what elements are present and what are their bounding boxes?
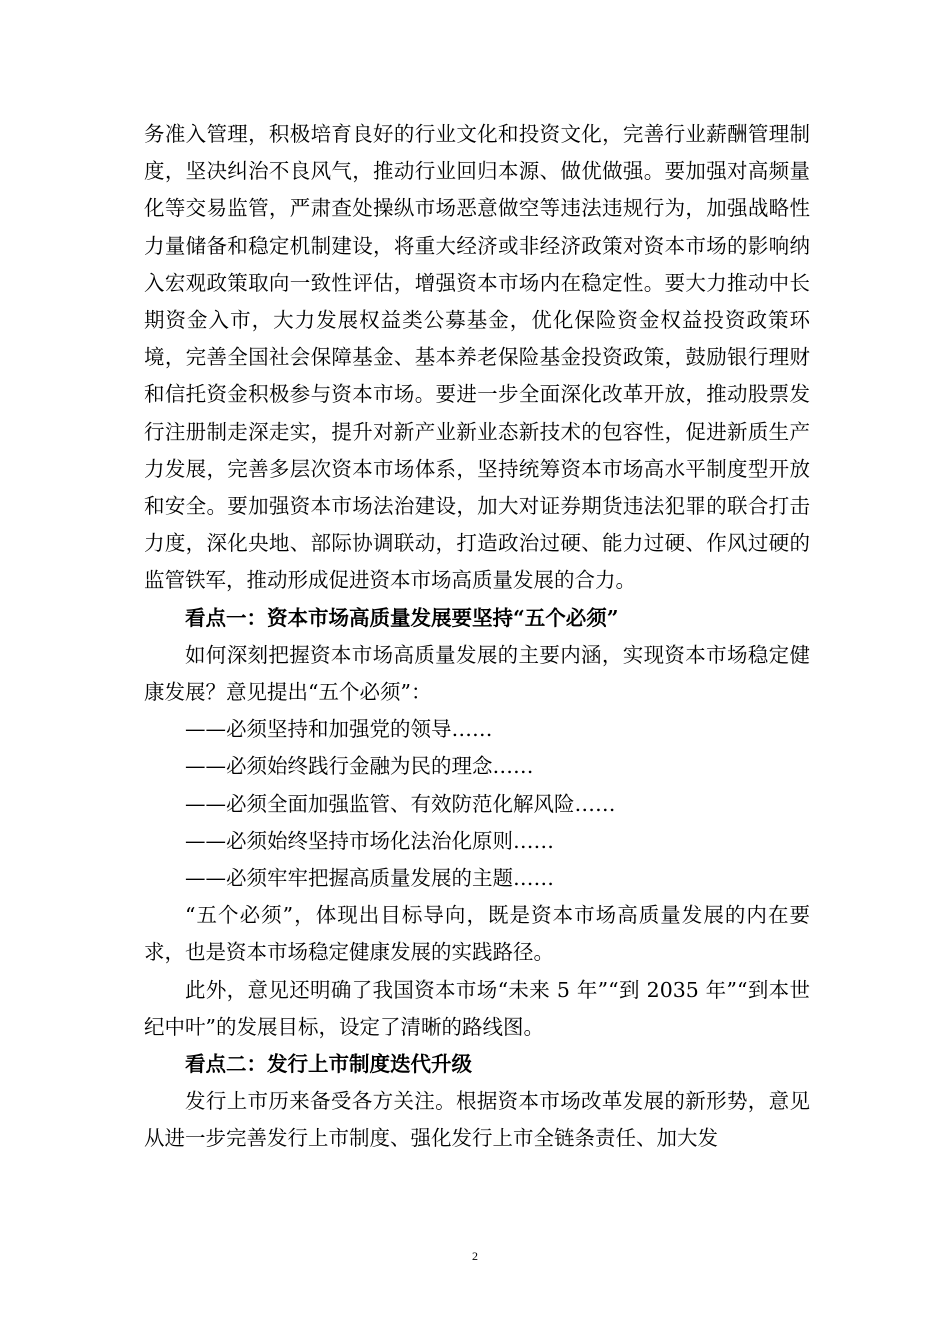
paragraph-development-goals: 此外，意见还明确了我国资本市场“未来 5 年”“到 2035 年”“到本世纪中叶”的发展目标，设定了清晰的路线图。 [144,977,810,1039]
paragraph-continuation: 务准入管理，积极培育良好的行业文化和投资文化，完善行业薪酬管理制度，坚决纠治不良风气，推动行业回归本源、做优做强。要加强对高频量化等交易监管，严肃查处操纵市场恶意做空等违法违规行为，加强战略性力量储备和稳定机制建设，将重大经济或非经济政策对资本市场的影响纳入宏观政策取向一致性评估，增强资本市场内在稳定性。要大力推动中长期资金入市，大力发展权益类公募基金，优化保险资金权益投资政策环境，完善全国社会保障基金、基本养老保险基金投资政策，鼓励银行理财和信托资金积极参与资本市场。要进一步全面深化改革开放，推动股票发行注册制走深走实，提升对新产业新业态新技术的包容性，促进新质生产力发展，完善多层次资本市场体系，坚持统筹资本市场高水平制度型开放和安全。要加强资本市场法治建设，加大对证券期货违法犯罪的联合打击力度，深化央地、部际协调联动，打造政治过硬、能力过硬、作风过硬的监管铁军，推动形成促进资本市场高质量发展的合力。 [144,122,810,593]
document-body [144,116,810,1158]
paragraph-five-musts-summary: “五个必须”，体现出目标导向，既是资本市场高质量发展的内在要求，也是资本市场稳定健康发展的实践路径。 [144,903,810,965]
paragraph-intro-five-musts: 如何深刻把握资本市场高质量发展的主要内涵，实现资本市场稳定健康发展？意见提出“五个必须”： [144,642,810,705]
section-heading-2: 看点二：发行上市制度迭代升级 [185,1052,472,1077]
list-item-must-2: ——必须始终践行金融为民的理念…… [185,754,534,779]
list-item-must-1: ——必须坚持和加强党的领导…… [185,717,493,742]
list-item-must-4: ——必须始终坚持市场化法治化原则…… [185,828,554,853]
list-item-must-3: ——必须全面加强监管、有效防范化解风险…… [185,791,616,816]
section-heading-1: 看点一：资本市场高质量发展要坚持“五个必须” [185,605,619,630]
page-number: 2 [472,1249,478,1263]
list-item-must-5: ——必须牢牢把握高质量发展的主题…… [185,866,554,891]
paragraph-listing-system: 发行上市历来备受各方关注。根据资本市场改革发展的新形势，意见从进一步完善发行上市制度、强化发行上市全链条责任、加大发 [144,1089,810,1151]
